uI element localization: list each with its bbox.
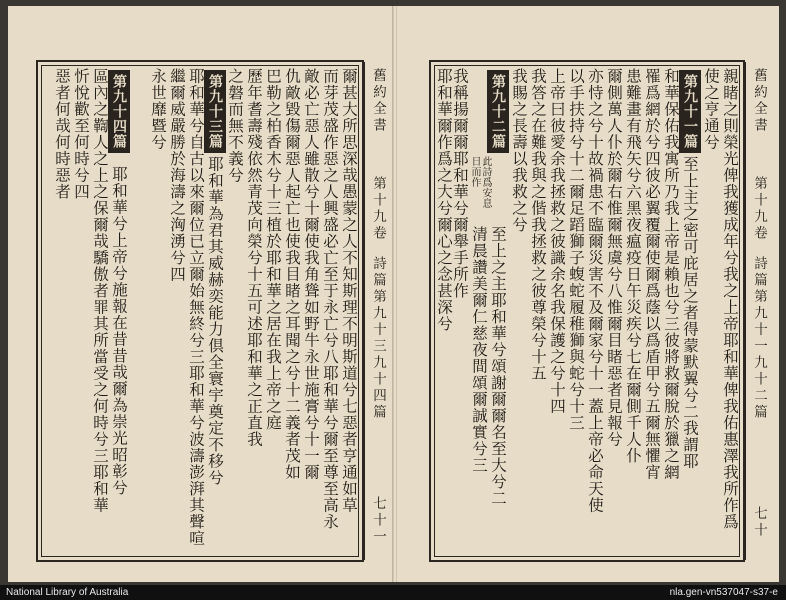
left-column-9: 耶和華兮自古以來爾位已立爾始無終兮三耶和華兮波濤澎湃其聲喧: [187, 68, 205, 547]
right-column-7: 患難畫有飛矢兮六黑夜瘟疫日午災疾兮七在爾側千人仆: [624, 68, 642, 464]
left-column-5: 巴勒之柏香木兮十三植於耶和華之居在我上帝之庭: [264, 68, 282, 431]
right-column-11: 上帝曰彼愛余我拯救之彼識余名我保護之兮十四: [548, 68, 566, 415]
right-column-4: 至上主之密可庇居之者得蒙默翼兮二我謂耶: [681, 156, 699, 470]
left-column-10: 繼爾威嚴勝於海濤之洶湧兮四: [168, 68, 186, 283]
left-column-2: 而芽茂盛作惡之人興盛必亡至于永亡兮八耶和華兮爾至尊至高永: [321, 68, 339, 530]
psalm-93-tag: 第九十三篇: [204, 70, 226, 153]
left-header-title: 舊約全書: [370, 68, 386, 134]
left-column-4: 仇敵毀傷爾惡人起亡也使我目睹之耳聞之兮十二義者茂如: [283, 68, 301, 481]
left-column-16: 惡者何哉何時惡者: [53, 68, 71, 200]
library-footer: [0, 585, 786, 600]
right-column-9: 亦恃之兮十故禍患不臨爾災害不及爾家兮十一蓋上帝必命天使: [586, 68, 604, 514]
left-column-14: 區內之鞫人之上之保爾哉驕傲者罪其所當受之何時兮三耶和華: [91, 68, 109, 514]
right-column-17: 清晨讚美爾仁慈夜間頌爾誠實兮三: [470, 226, 488, 474]
right-column-12: 我答之在難我與之偕我拯救之彼尊榮兮十五: [529, 68, 547, 382]
right-column-13: 我賜之長壽以我救之兮: [510, 68, 528, 233]
right-column-10: 以手扶持兮十二爾足蹈獅子蝮蛇履稚獅與蛇兮十三: [567, 68, 585, 431]
right-header-chapters: 詩篇第九十一九十二篇: [751, 256, 767, 421]
left-column-8: 耶和華為君其威赫奕能力倶全寰宇奠定不移兮: [206, 156, 224, 486]
right-page: [396, 6, 779, 582]
footer-record-id: nla.gen-vn537047-s37-e: [669, 587, 778, 598]
left-column-13: 耶和華兮上帝兮施報在昔昔哉爾為崇光昭彰兮: [110, 166, 128, 496]
left-column-11: 永世靡暨兮: [149, 68, 167, 151]
right-column-2: 使之亨通兮: [702, 68, 720, 151]
left-page: [8, 6, 395, 582]
right-column-5: 和華保佑我寓所乃我上帝是賴也兮三彼將救爾脫於獵之網: [662, 68, 680, 481]
right-column-6: 罹爲網於兮四彼必翼覆爾使爾爲蔭以爲盾甲兮五爾無懼宵: [643, 68, 661, 481]
right-column-16: 至上之主耶和華兮頌謝爾爾名至大兮二: [489, 226, 507, 507]
psalm-94-tag: 第九十四篇: [108, 70, 130, 153]
psalm-91-tag: 第九十一篇: [679, 70, 701, 153]
right-column-8: 爾側萬人仆於爾右惟爾無虞兮八惟爾目睹惡者見報兮: [605, 68, 623, 448]
footer-library-name: National Library of Australia: [6, 587, 129, 598]
psalm-92-tag: 第九十二篇: [487, 70, 509, 153]
right-column-18: 我稱揚爾爾耶和華兮爾舉手所作: [451, 68, 469, 299]
left-column-1: 爾甚大所思深哉愚蒙之人不知斯理不明斯道兮七惡者亨通如草: [340, 68, 358, 514]
right-header-title: 舊約全書: [751, 68, 767, 134]
left-column-7: 之磐而無不義兮: [226, 68, 244, 184]
left-column-3: 敵必亡惡人雖散兮十爾使我角聳如野牛永世施膏兮十一爾: [302, 68, 320, 481]
left-column-6: 歷年耆壽殘依然青茂向榮兮十五可述耶和華之正直我: [245, 68, 263, 448]
right-column-1: 親睹之則榮光俾我獲成年兮我之上帝耶和華俾我佑惠澤我所作爲: [721, 68, 739, 530]
left-column-15: 忻悅歡至何時兮四: [72, 68, 90, 200]
right-header-volume: 第十九卷: [751, 176, 767, 242]
right-column-19: 耶和華爾作爲之大兮爾心之念甚深兮: [435, 68, 453, 332]
left-header-chapters: 詩篇第九十三九十四篇: [370, 256, 386, 421]
sabbath-note: 此詩爲安息日而作: [469, 156, 491, 209]
right-page-number: 七十: [751, 506, 767, 539]
left-header-volume: 第十九卷: [370, 176, 386, 242]
left-page-number: 七十一: [370, 496, 386, 546]
